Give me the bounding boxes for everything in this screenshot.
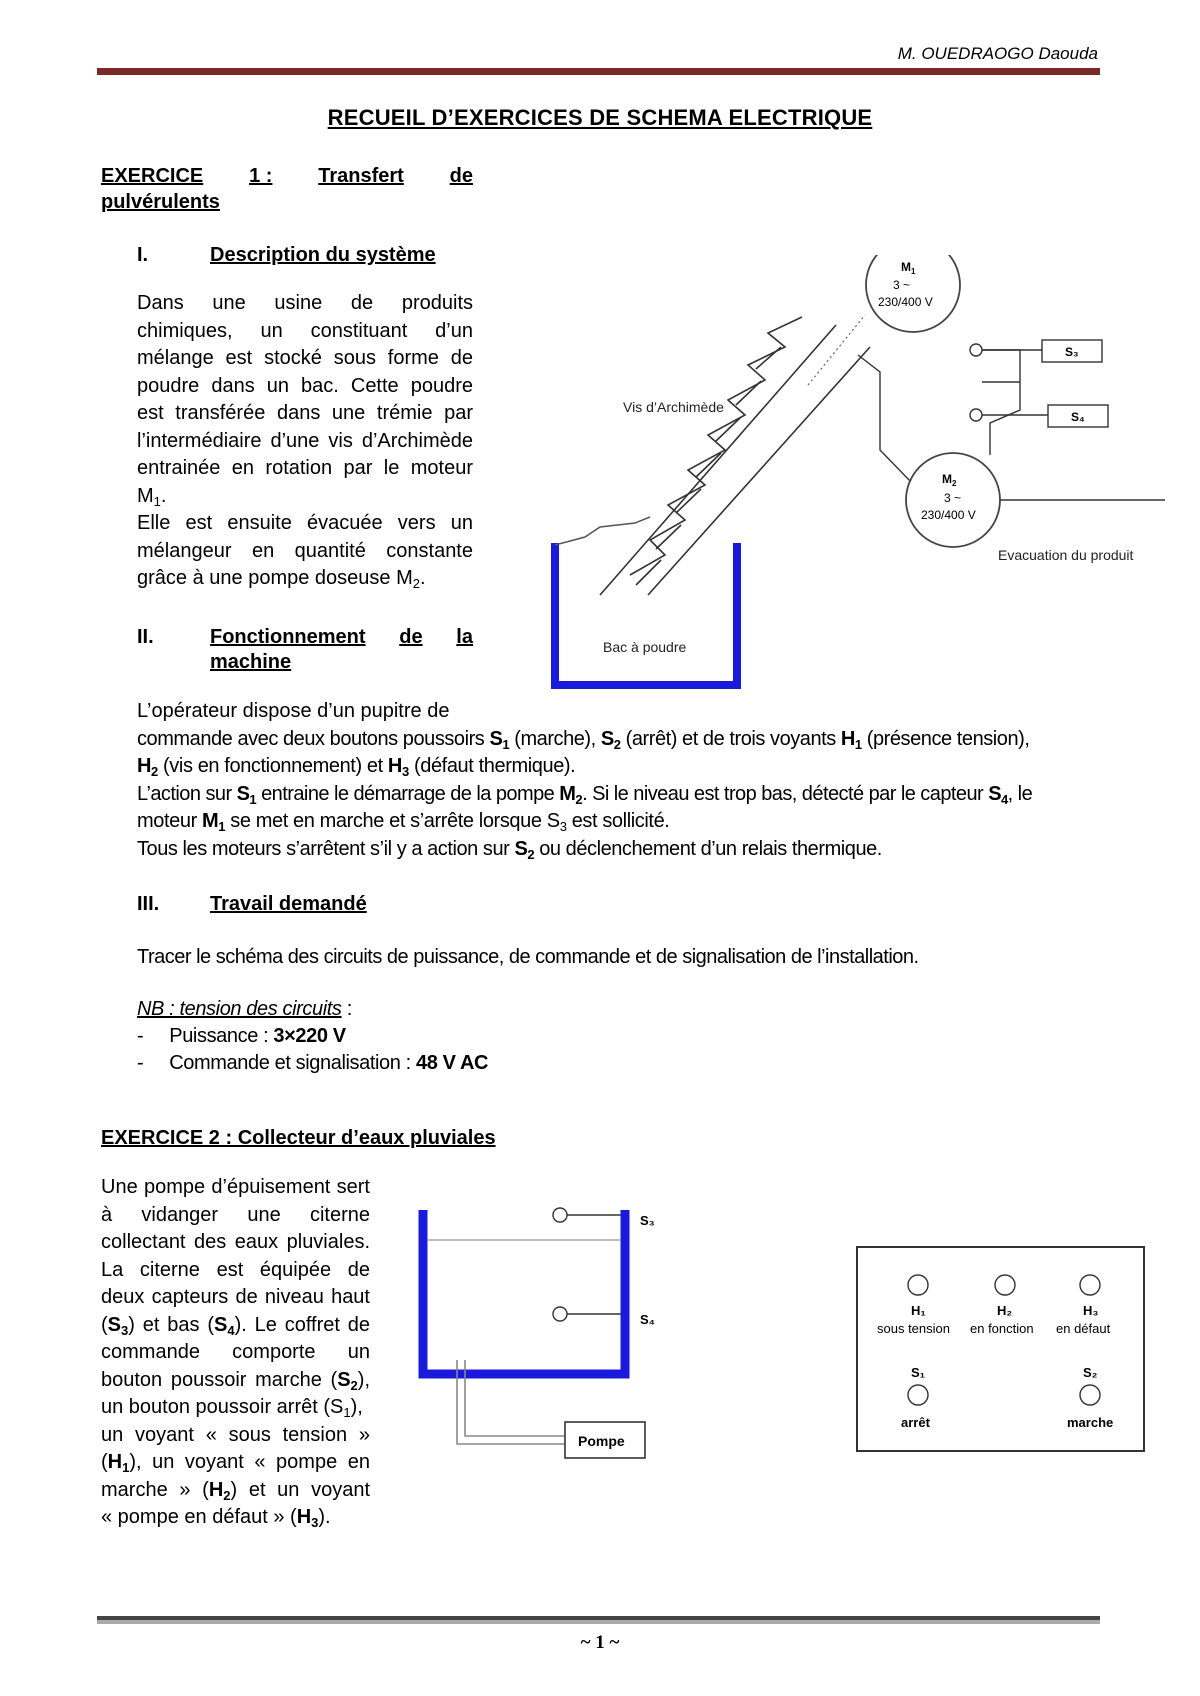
op-text: (présence tension), [861,728,1030,750]
nb-item-value: 3×220 V [273,1025,346,1047]
powder-surface [555,517,650,545]
op-m2-sub: 2 [575,792,583,807]
screw-label: Vis d’Archimède [623,399,724,415]
h1-label: H₁ [911,1303,926,1318]
operation-line-4 [137,781,1032,809]
sensor-s4-probe [970,409,982,421]
m1-label: $M_1$ [901,260,916,276]
page-number: ~ 1 ~ [580,1632,620,1653]
op-text: commande avec deux boutons poussoirs [137,728,490,750]
description-line: mélange est stocké sous forme de [137,347,473,369]
nb-colon: : [341,998,352,1020]
s2-button-icon [1080,1385,1100,1405]
operation-line-1: L’opérateur dispose d’un pupitre de [137,700,450,722]
nb-item-power [137,1023,346,1051]
section-2-title [210,626,473,674]
ex2-line: commande comporte un [101,1341,370,1363]
h2-label: H₂ [997,1303,1013,1318]
operation-line-5 [137,808,669,836]
ex2-h1-sub: 1 [122,1460,130,1475]
header-rule [97,68,1100,75]
op-h2-sub: 2 [151,764,158,779]
ex2-s4: S [214,1313,228,1336]
m2-voltage: 230/400 V [921,508,976,522]
m1-subscript: 1 [153,493,161,509]
pump-label: Pompe [578,1433,625,1449]
op-s2: S [600,728,614,750]
op-h1-sub: 1 [854,737,862,752]
sensor-s3-probe [970,344,982,356]
op-s1: S [236,783,250,805]
ex2-s2: S [337,1368,351,1391]
ex2-text: ( [101,1451,108,1473]
op-m2: M [559,783,576,805]
op-s4-sub: 4 [1000,792,1008,807]
ex2-h3: H [296,1506,312,1528]
ex2-text: bouton poussoir marche ( [101,1368,338,1391]
op-s2-sub: 2 [613,737,621,752]
op-s2-sub: 2 [527,847,535,862]
ex2-line: Une pompe d’épuisement sert [101,1176,370,1198]
nb-item-label: Commande et signalisation : [169,1052,416,1074]
author-name: M. OUEDRAOGO Daouda [897,44,1098,63]
nb-heading [137,996,352,1024]
m1-phase: 3 ~ [893,278,911,292]
op-h2: H [137,755,152,777]
exercise-1-title-line2: pulvérulents [101,191,220,213]
m1-symbol: M [137,484,154,507]
ex2-text: ( [101,1313,108,1336]
h3-lamp-icon [1080,1275,1100,1295]
ex2-s3: S [107,1313,122,1336]
m2-phase: 3 ~ [944,491,962,505]
exercise-2-title: EXERCICE 2 : Collecteur d’eaux pluviales [101,1127,496,1149]
ex1-word-transfert: Transfert [318,165,404,187]
ex2-line: un voyant « sous tension » [101,1423,370,1446]
sensor-s4-label: S₄ [1071,410,1085,424]
ex2-line-13 [101,1504,370,1532]
m2-label: $M_2$ [942,472,957,488]
op-text: (arrêt) et de trois voyants [620,728,841,750]
exercise-2-text [101,1174,370,1532]
tank-diagram [415,1200,675,1465]
h2-lamp-icon [995,1275,1015,1295]
h2-caption: en fonction [970,1321,1034,1336]
op-text: L’action sur [137,783,237,805]
description-block [137,290,473,593]
ex2-line-9 [101,1394,370,1422]
installation-diagram [540,255,1170,695]
m2-period: . [419,567,426,589]
op-text: (défaut thermique). [408,755,576,777]
op-text: (vis en fonctionnement) et [157,755,388,777]
op-text: moteur [137,810,203,832]
op-text: . Si le niveau est trop bas, détecté par le capteur [582,783,989,805]
op-m1: M [202,810,219,832]
op-s3-sub: 3 [559,819,567,834]
op-s1-sub: 1 [502,737,510,752]
ex2-h2-sub: 2 [223,1487,231,1503]
op-s2: S [514,838,528,860]
ex2-text: ), [357,1368,370,1391]
description-line: l’intermédiaire d’une vis d’Archimède [137,429,473,452]
description-line: entrainée en rotation par le moteur [137,457,473,479]
section-2-title-line2: machine [210,651,292,673]
op-text: est sollicité. [566,810,670,832]
ex2-text: ) et bas ( [128,1313,214,1336]
ex1-word-num: 1 : [249,165,273,187]
h1-lamp-icon [908,1275,928,1295]
op-h3: H [387,755,402,777]
ex2-line: collectant des eaux pluviales. [101,1231,370,1253]
m1-voltage: 230/400 V [878,295,933,309]
op-text: , le [1007,783,1033,805]
m1-period: . [160,484,167,507]
tank-s4-probe [553,1307,567,1321]
ex2-s2-sub: 2 [350,1377,358,1393]
description-line: mélangeur en quantité constante [137,539,473,562]
sensor-s3-label: S₃ [1065,345,1079,359]
operation-line-2 [137,726,1029,754]
description-line: Dans une usine de produits [137,292,473,314]
s1-caption: arrêt [901,1415,930,1430]
ex2-text: ) et un voyant [230,1478,371,1501]
h3-label: H₃ [1083,1303,1099,1318]
ex2-line-6 [101,1312,370,1340]
tank-s3-probe [553,1208,567,1222]
ex2-line-11 [101,1449,370,1477]
nb-item-label: Puissance : [169,1025,274,1047]
s2-caption: marche [1067,1415,1114,1430]
nb-dash: - [137,1025,144,1047]
section-3-number: III. [137,893,160,915]
s1-label: S₁ [911,1365,926,1380]
op-text: (marche), [509,728,601,750]
section-2-number: II. [137,626,154,648]
ex2-line-8 [101,1367,370,1395]
control-panel [855,1245,1147,1455]
exercise-1-title [101,165,473,214]
ex1-word-exercice: EXERCICE [101,165,204,187]
ex2-h3-sub: 3 [311,1515,319,1530]
op-text: entraine le démarrage de la pompe [256,783,560,805]
ex2-s4-sub: 4 [227,1322,235,1338]
nb-item-value: 48 V AC [415,1052,489,1074]
description-line: est transférée dans une trémie par [137,402,473,424]
ex2-text: « pompe en défaut » ( [101,1506,297,1528]
document-title: RECUEIL D’EXERCICES DE SCHEMA ELECTRIQUE [327,105,873,130]
ex2-s3-sub: 3 [121,1322,129,1338]
op-m1-sub: 1 [218,819,226,834]
operation-line-6 [137,836,882,864]
transfer-pipe [858,355,912,483]
op-s4: S [988,783,1001,805]
exercise-1-title-line1 [101,165,473,188]
m2-subscript: 2 [412,576,420,591]
ex2-text: un bouton poussoir arrêt (S [101,1396,344,1418]
ex2-text: marche » ( [101,1478,209,1501]
op-text: Tous les moteurs s’arrêtent s’il y a action sur [137,838,515,860]
ex2-text: ), [350,1396,363,1418]
sec2-word-3: la [456,626,473,648]
ex2-line: La citerne est équipée de [101,1258,370,1281]
section-1-number: I. [137,244,149,266]
hopper-outline [982,350,1020,455]
section-3-title: Travail demandé [210,893,367,915]
sec2-word-1: Fonctionnement [210,626,366,648]
nb-item-control [137,1050,488,1078]
tank-s3-label: S₃ [640,1213,655,1228]
op-s1-sub: 1 [249,792,257,807]
op-s1: S [489,728,503,750]
sec2-word-2: de [399,626,423,648]
bin-label: Bac à poudre [603,639,687,655]
powder-bin [555,543,737,685]
ex2-h1: H [107,1451,123,1473]
op-h3-sub: 3 [401,764,409,779]
nb-dash: - [137,1052,144,1074]
section-1-title: Description du système [210,244,436,266]
description-line-m2 [137,565,473,593]
ex2-s1-sub: 1 [343,1405,351,1420]
description-line: poudre dans un bac. Cette poudre [137,374,473,397]
evacuation-label: Evacuation du produit [998,547,1134,563]
ex2-line: à vidanger une citerne [101,1203,370,1226]
tank-walls [423,1210,625,1374]
h3-caption: en défaut [1056,1321,1111,1336]
description-line: chimiques, un constituant d’un [137,319,473,342]
ex2-text: ), un voyant « pompe en [129,1451,370,1473]
h1-caption: sous tension [877,1321,950,1336]
nb-label: NB : tension des circuits [137,998,342,1020]
section-2-title-line1 [210,626,473,649]
op-text: ou déclenchement d’un relais thermique. [534,838,882,860]
ex2-text: ). Le coffret de [234,1313,371,1336]
description-line: Elle est ensuite évacuée vers un [137,512,473,534]
description-line-m1 [137,483,473,511]
ex1-word-de: de [449,165,473,187]
ex2-text: ). [318,1506,331,1528]
ex2-line: deux capteurs de niveau haut [101,1286,370,1308]
task-text: Tracer le schéma des circuits de puissance, de commande et de signalisation de l’installation. [137,946,919,968]
tank-s4-label: S₄ [640,1312,655,1327]
s2-label: S₂ [1083,1365,1098,1380]
op-text: se met en marche et s’arrête lorsque S [225,810,560,832]
op-h1: H [840,728,855,750]
operation-line-3 [137,753,575,781]
ex2-line-12 [101,1477,370,1505]
ex2-h2: H [208,1478,224,1501]
m2-text: grâce à une pompe doseuse M [137,567,413,589]
s1-button-icon [908,1385,928,1405]
footer-rule [97,1616,1100,1624]
